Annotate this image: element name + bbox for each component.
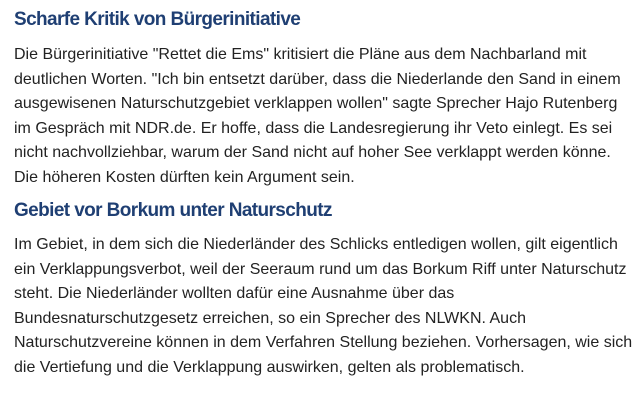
section-paragraph: Die Bürgerinitiative "Rettet die Ems" kritisiert die Pläne aus dem Nachbarland mit deutlichen Worten. "Ich bin entsetzt darüber, dass die Niederlande den Sand in einem ausgewisenen Naturschutzgebiet verklappen wollen" sagte Sprecher Hajo Rutenberg im Gespräch mit NDR.de. Er hoffe, dass die Landesregierung ihr Veto einlegt. Es sei nicht nachvollziehbar, warum der Sand nicht auf hoher See verklappt werden könne. Die höheren Kosten dürften kein Argument sein. xyxy=(14,46,621,186)
section-heading: Gebiet vor Borkum unter Naturschutz xyxy=(14,200,332,221)
section-heading: Scharfe Kritik von Bürgerinitiative xyxy=(14,9,301,30)
article xyxy=(14,0,634,380)
section-paragraph: Im Gebiet, in dem sich die Niederländer des Schlicks entledigen wollen, gilt eigentlich ein Verklappungsverbot, weil der Seeraum rund um das Borkum Riff unter Naturschutz steht. Die Niederländer wollten dafür eine Ausnahme über das Bundesnaturschutzgesetz erreichen, so ein Sprecher des NLWKN. Auch Naturschutzvereine können in dem Verfahren Stellung beziehen. Vorhersagen, wie sich die Vertiefung und die Verklappung auswirken, gelten als problematisch. xyxy=(14,236,633,376)
